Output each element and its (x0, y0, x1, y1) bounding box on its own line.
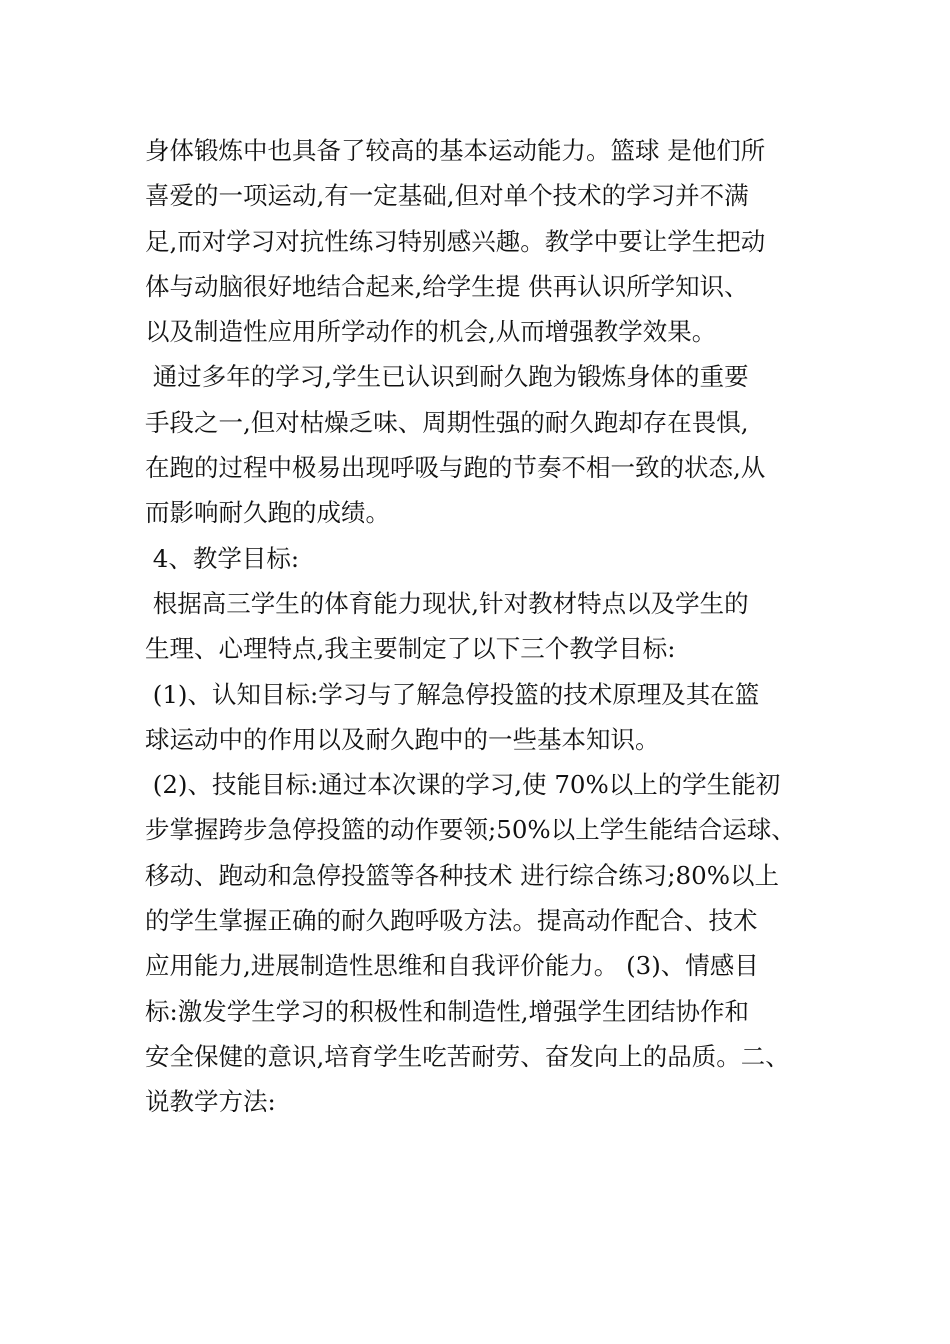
text-line: 移动、跑动和急停投篮等各种技术 进行综合练习;80%以上 (145, 860, 779, 890)
text-line: 足,而对学习对抗性练习特别感兴趣。教学中要让学生把动 (145, 226, 766, 256)
text-line: 生理、心理特点,我主要制定了以下三个教学目标: (145, 634, 676, 664)
text-line: 根据高三学生的体育能力现状,针对教材特点以及学生的 (145, 588, 749, 618)
text-line: 的学生掌握正确的耐久跑呼吸方法。提高动作配合、技术 (145, 906, 758, 936)
section-heading: 4、教学目标: (145, 543, 300, 573)
text-line: 步掌握跨步急停投篮的动作要领;50%以上学生能结合运球、 (145, 815, 796, 845)
body-text (145, 128, 825, 1125)
text-line: 安全保健的意识,培育学生吃苦耐劳、奋发向上的品质。二、 (145, 1041, 790, 1071)
text-line: 以及制造性应用所学动作的机会,从而增强教学效果。 (145, 317, 717, 347)
text-line: 球运动中的作用以及耐久跑中的一些基本知识。 (145, 724, 660, 754)
text-line: 身体锻炼中也具备了较高的基本运动能力。篮球 是他们所 (145, 136, 766, 165)
text-line: 应用能力,进展制造性思维和自我评价能力。 (3)、情感目 (145, 951, 759, 981)
text-line: 喜爱的一项运动,有一定基础,但对单个技术的学习并不满 (145, 181, 749, 211)
text-line: 标:激发学生学习的积极性和制造性,增强学生团结协作和 (145, 996, 750, 1026)
text-line: 说教学方法: (145, 1087, 276, 1117)
text-line: (1)、认知目标:学习与了解急停投篮的技术原理及其在篮 (145, 679, 760, 709)
text-line: 体与动脑很好地结合起来,给学生提 供再认识所学知识、 (145, 271, 749, 301)
text-line: (2)、技能目标:通过本次课的学习,使 70%以上的学生能初 (145, 770, 781, 800)
text-line: 通过多年的学习,学生已认识到耐久跑为锻炼身体的重要 (145, 362, 749, 392)
text-line: 在跑的过程中极易出现呼吸与跑的节奏不相一致的状态,从 (145, 453, 766, 483)
text-line: 而影响耐久跑的成绩。 (145, 498, 390, 528)
text-line: 手段之一,但对枯燥乏味、周期性强的耐久跑却存在畏惧, (145, 407, 749, 437)
